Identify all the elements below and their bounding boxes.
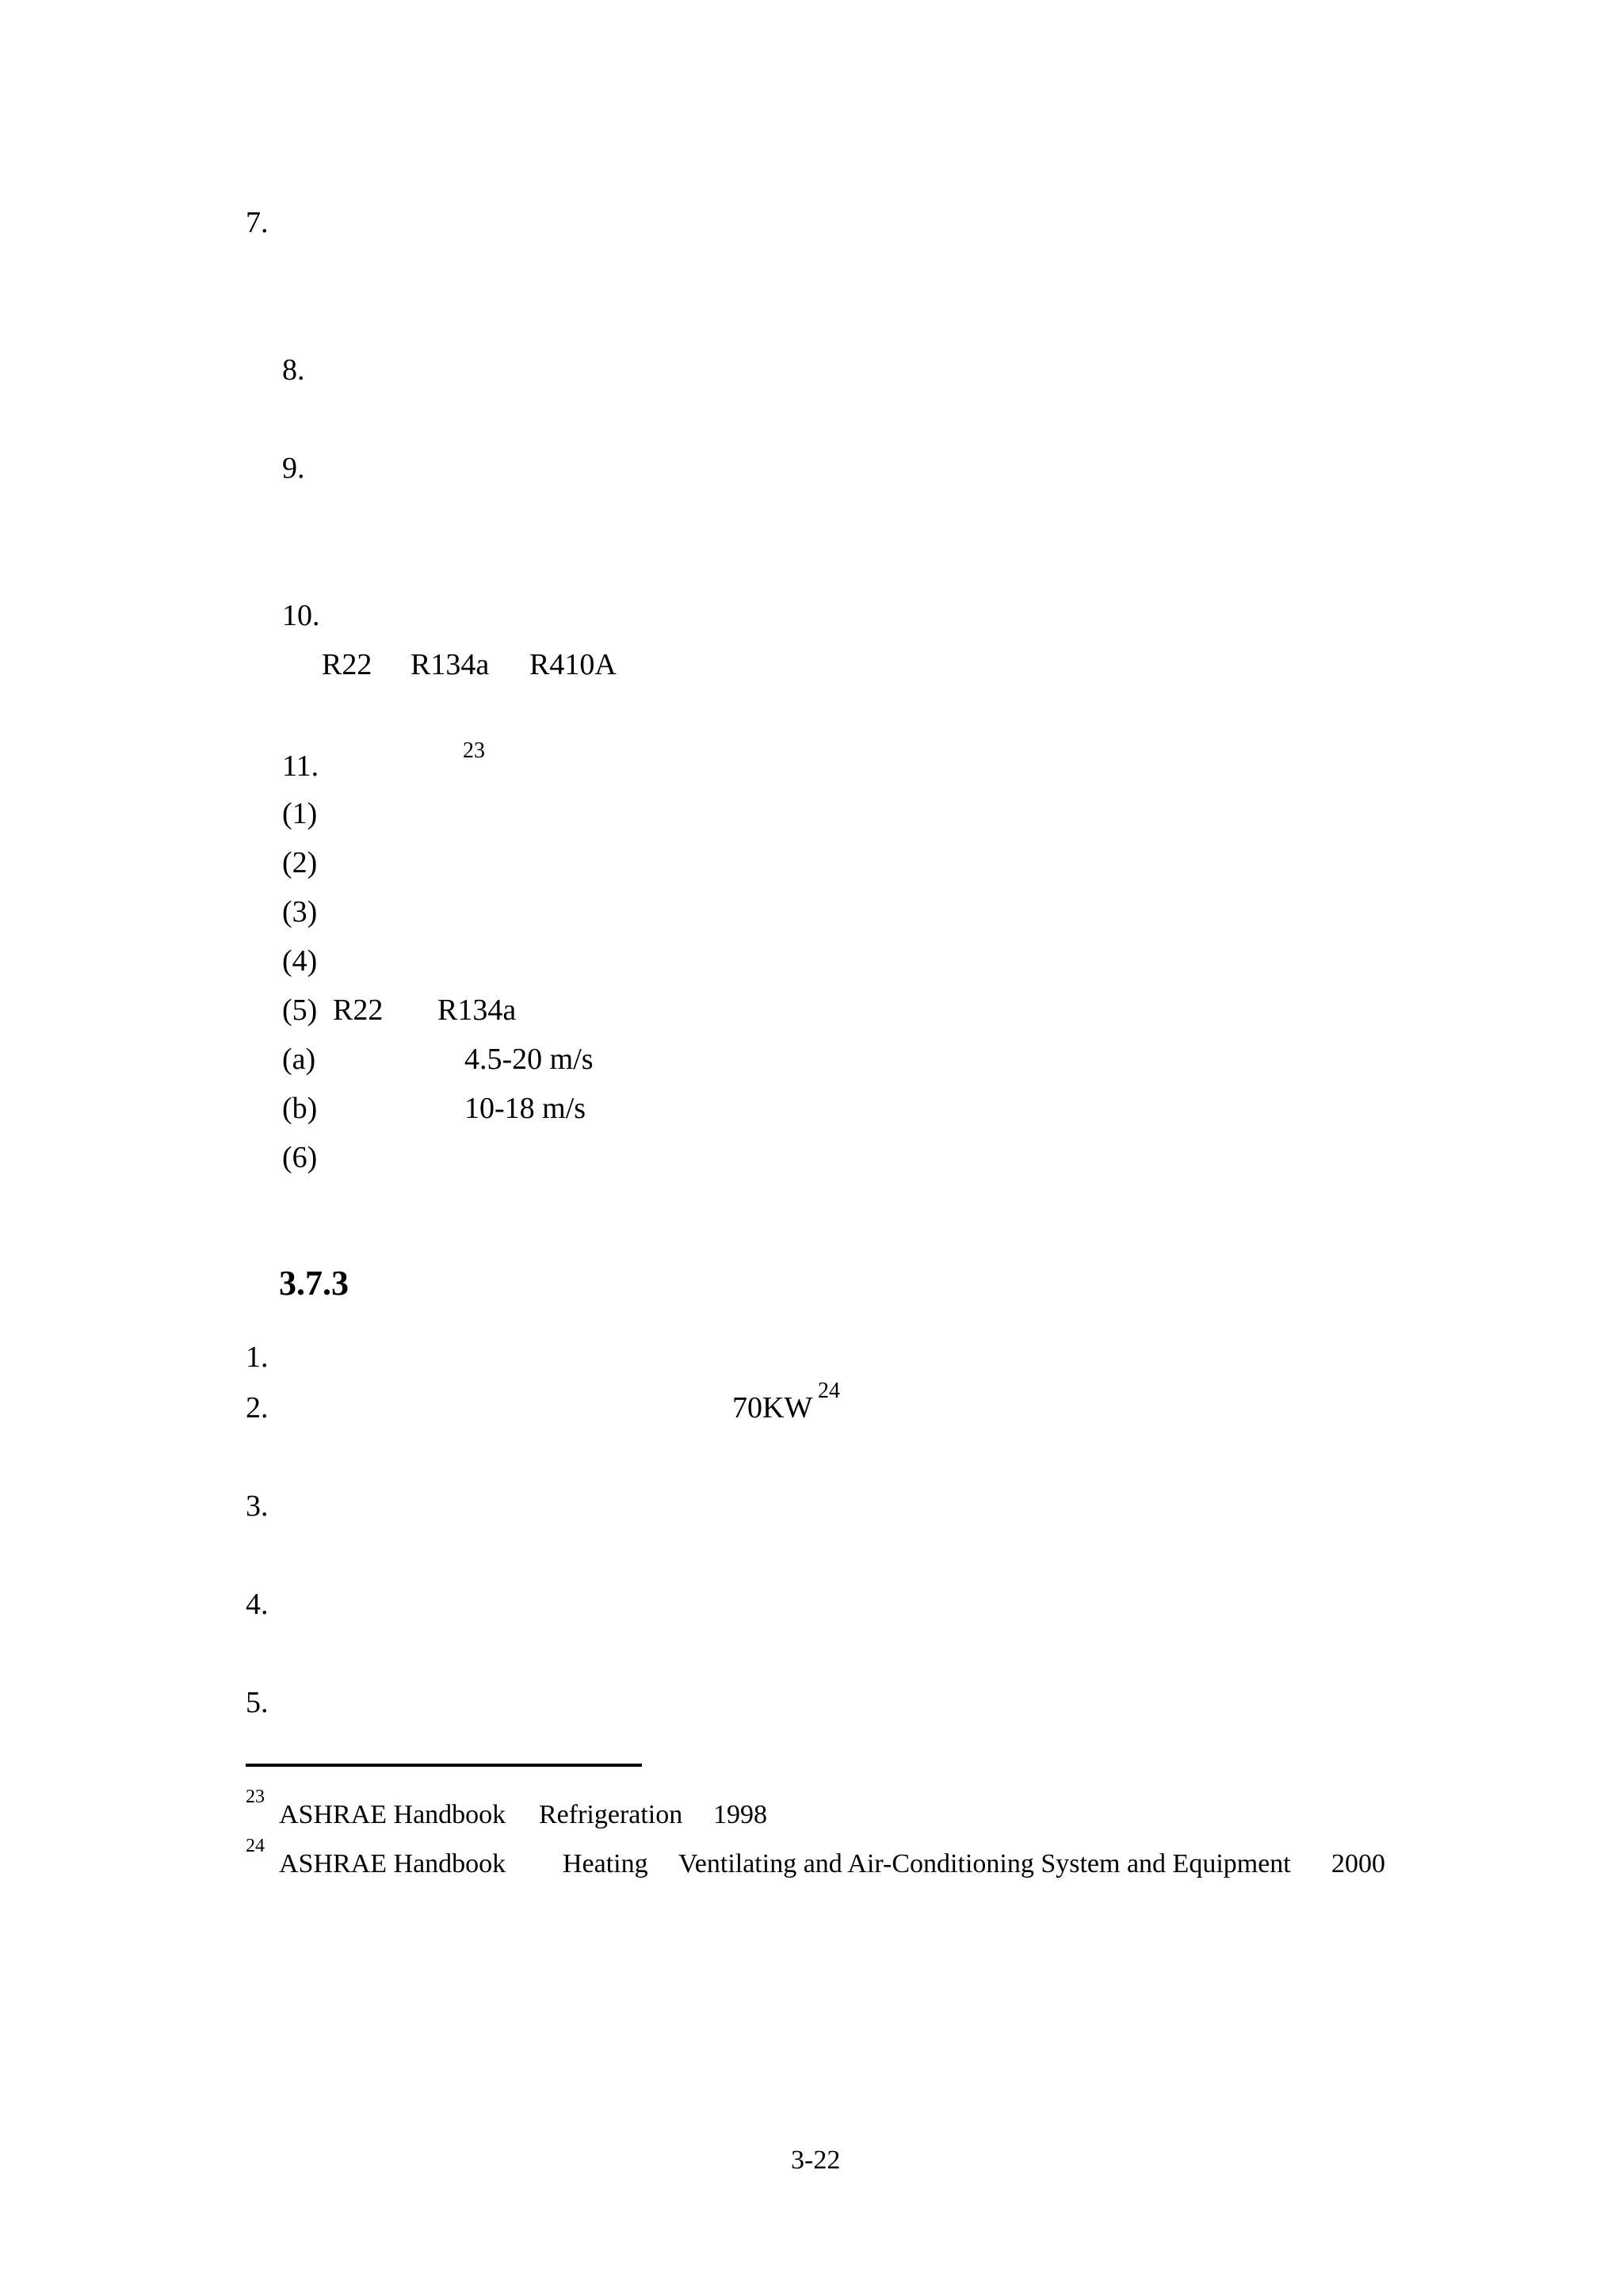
sub-item-a: (a) [282, 1043, 316, 1076]
list-number-10: 10. [282, 599, 320, 632]
refrigerant-r22: R22 [322, 648, 372, 681]
page-number: 3-22 [791, 2145, 841, 2175]
footnote-reference-23: 23 [463, 738, 485, 763]
sub-item-b-velocity: 10-18 m/s [464, 1092, 586, 1125]
list-number-2: 2. [246, 1391, 269, 1425]
footnote-23-topic: Refrigeration [539, 1800, 683, 1829]
footnote-mark-24: 24 [246, 1836, 265, 1856]
sub-item-b: (b) [282, 1092, 318, 1125]
list-number-9: 9. [282, 452, 305, 485]
refrigerant-r134a: R134a [411, 648, 490, 681]
footnote-24-source: ASHRAE Handbook [279, 1849, 506, 1878]
section-heading: 3.7.3 [279, 1264, 349, 1302]
sub-item-5: (5) [282, 994, 318, 1027]
list-number-5: 5. [246, 1686, 269, 1719]
list-number-7: 7. [246, 206, 269, 239]
footnote-mark-23: 23 [246, 1787, 265, 1807]
sub-item-1: (1) [282, 797, 318, 830]
sub-item-5-r134a: R134a [437, 994, 517, 1027]
footnote-24-year: 2000 [1331, 1849, 1385, 1878]
list-number-3: 3. [246, 1489, 269, 1523]
footnote-reference-24: 24 [818, 1379, 840, 1403]
sub-item-2: (2) [282, 846, 318, 879]
refrigerant-r410a: R410A [529, 648, 617, 681]
footnote-24-title: Ventilating and Air-Conditioning System and Equipment [678, 1849, 1291, 1878]
list-number-1: 1. [246, 1341, 269, 1374]
footnote-23-source: ASHRAE Handbook [279, 1800, 506, 1829]
sub-item-6: (6) [282, 1141, 318, 1174]
sub-item-3: (3) [282, 895, 318, 929]
footnote-separator [246, 1764, 642, 1767]
capacity-value: 70KW [732, 1391, 813, 1425]
footnote-24-topic: Heating [563, 1849, 648, 1878]
sub-item-4: (4) [282, 944, 318, 978]
list-number-8: 8. [282, 353, 305, 387]
sub-item-5-r22: R22 [333, 994, 384, 1027]
sub-item-a-velocity: 4.5-20 m/s [464, 1043, 594, 1076]
list-number-4: 4. [246, 1588, 269, 1621]
footnote-23-year: 1998 [713, 1800, 767, 1829]
list-number-11: 11. [282, 749, 319, 783]
